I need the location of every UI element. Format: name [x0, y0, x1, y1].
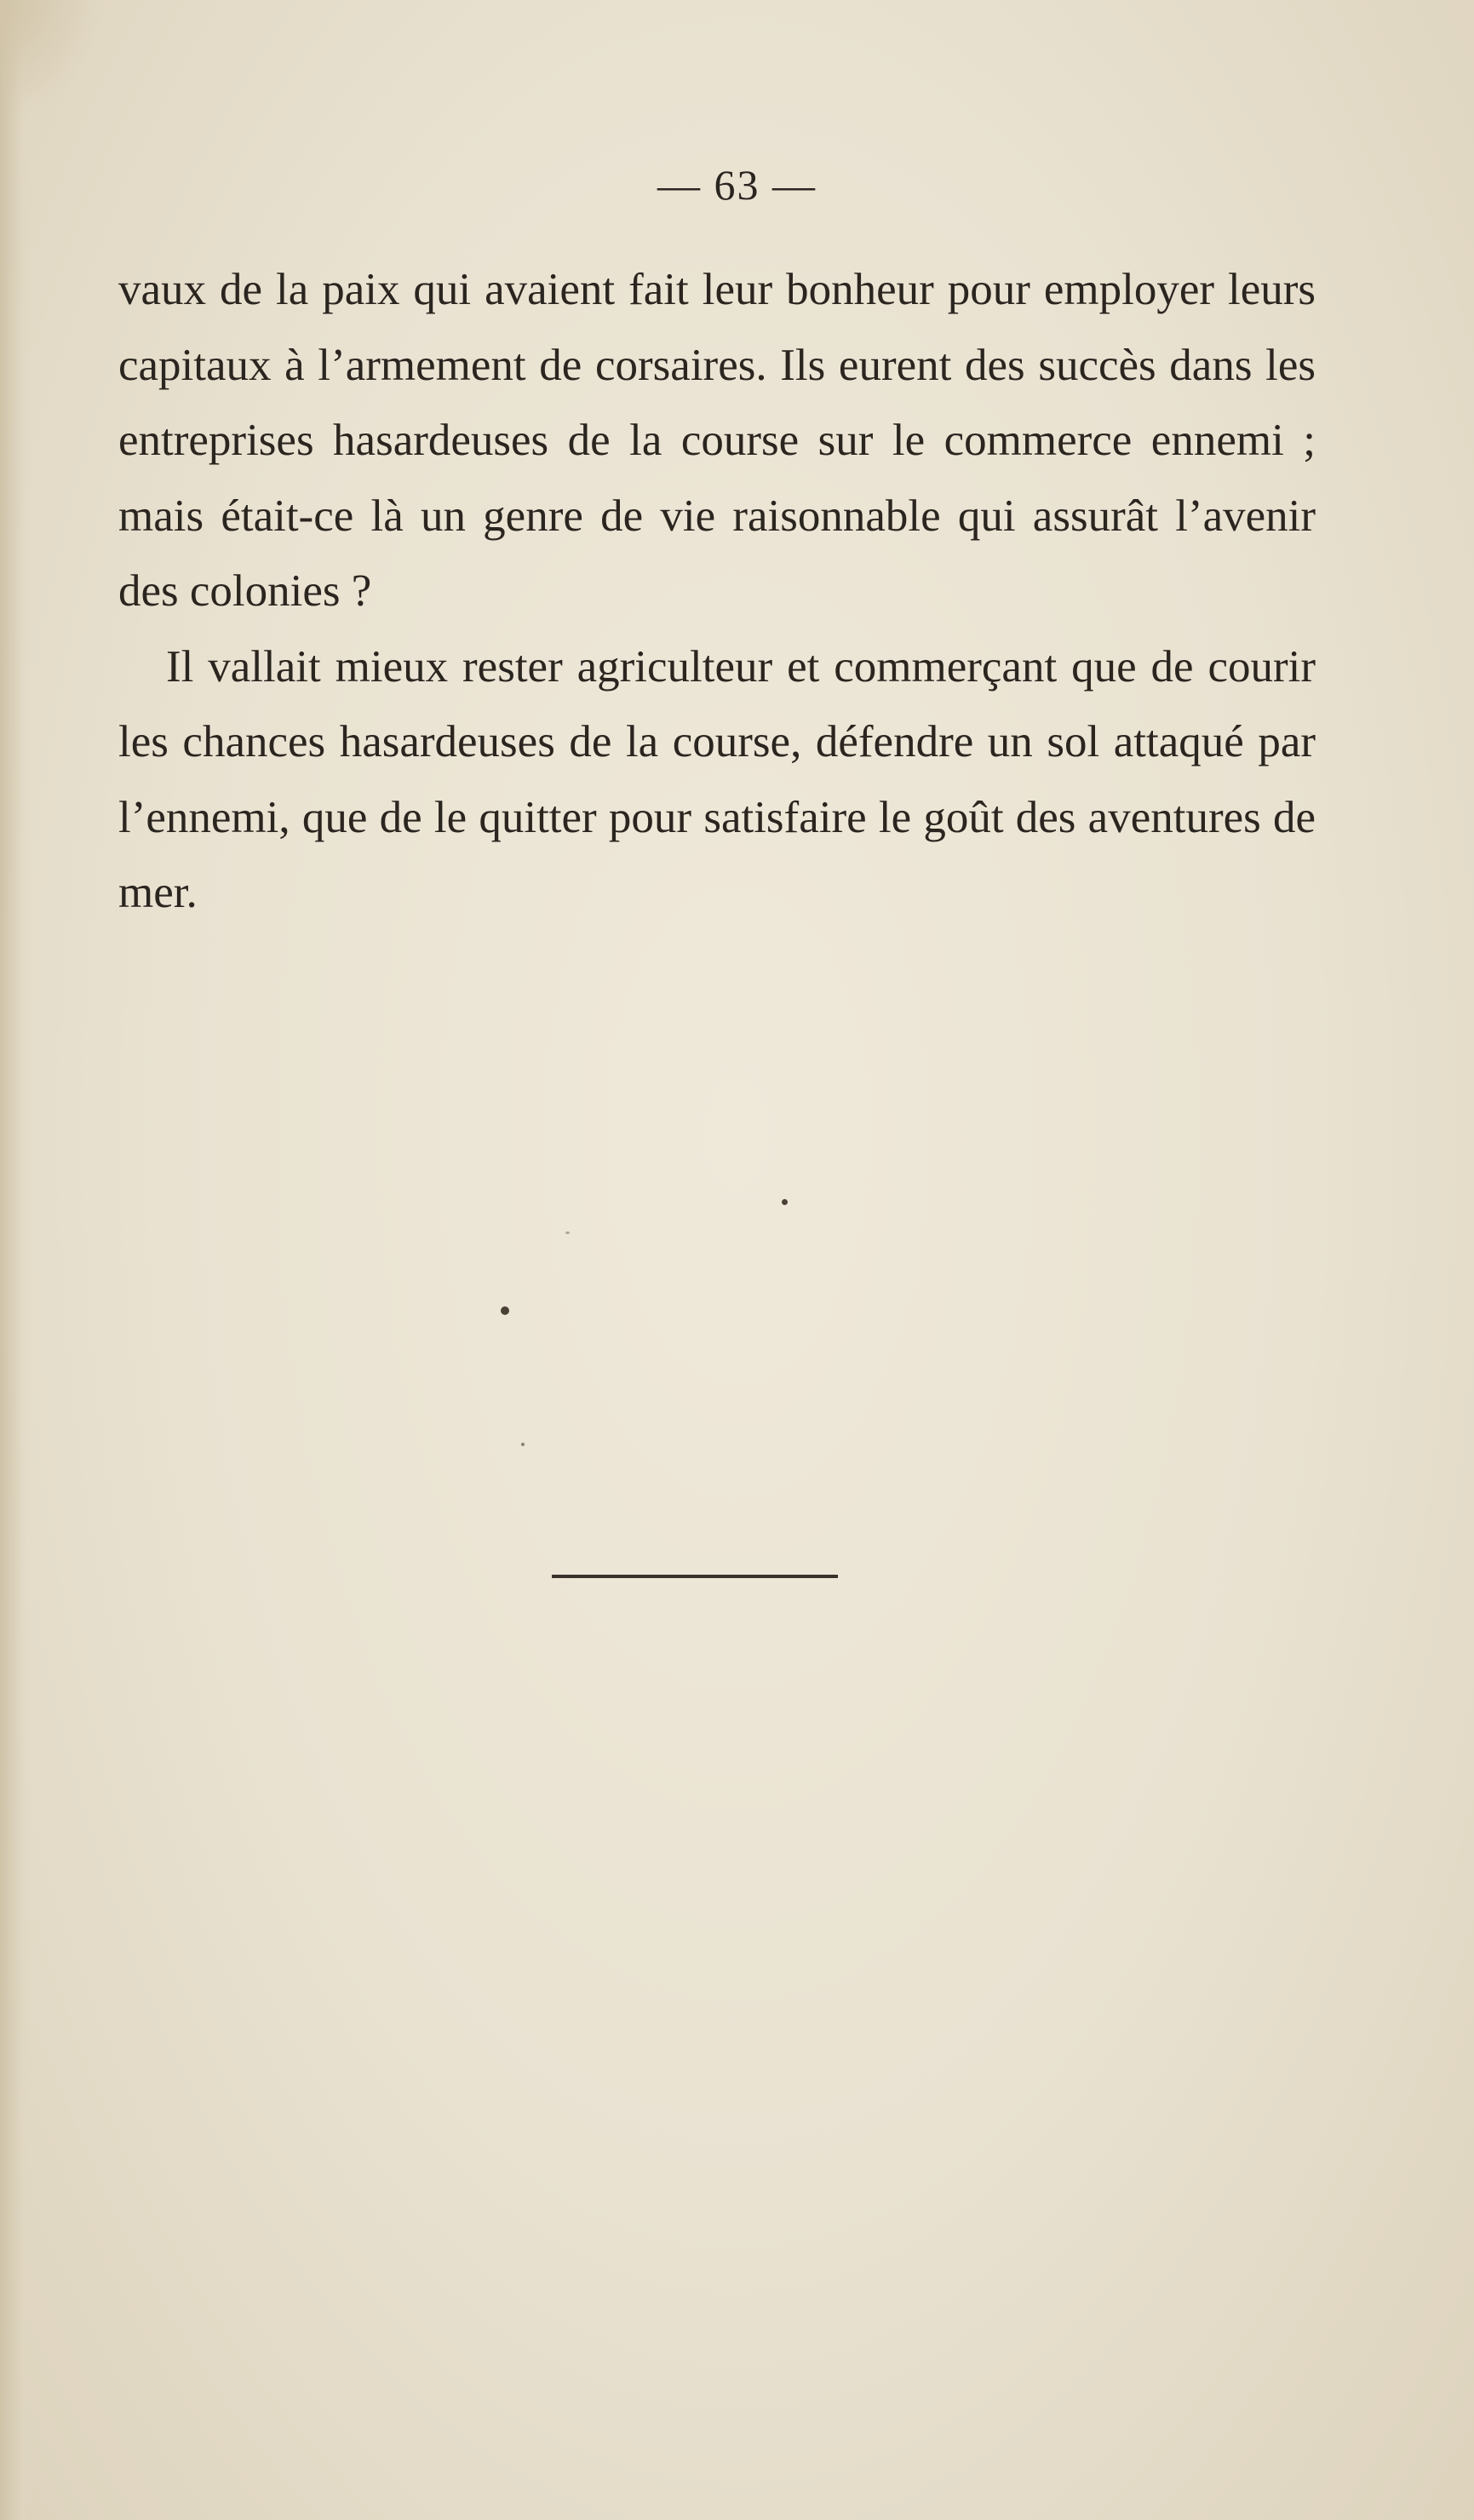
paragraph-1: vaux de la paix qui avaient fait leur bonheur pour employer leurs capitaux à l’armement de corsaires. Ils eurent des succès dans les entreprises hasardeuses de la course sur le commerce ennemi ; mais était-ce là un genre de vie raisonnable qui assurât l’avenir des colonies ? — [118, 265, 1316, 616]
section-end-rule — [552, 1575, 838, 1578]
ink-speck — [501, 1306, 509, 1315]
ink-speck — [782, 1199, 788, 1205]
paragraph-2: Il vallait mieux rester agriculteur et commerçant que de courir les chances hasardeuses de la course, défendre un sol attaqué par l’ennemi, que de le quitter pour satisfaire le goût des aventures de mer. — [118, 641, 1316, 917]
body-text — [118, 252, 1316, 931]
ink-speck — [521, 1443, 525, 1446]
ink-speck — [565, 1231, 570, 1234]
page-edge-shadow — [0, 0, 32, 2520]
page-number: — 63 — — [657, 161, 817, 209]
page-corner-stain — [0, 0, 102, 119]
